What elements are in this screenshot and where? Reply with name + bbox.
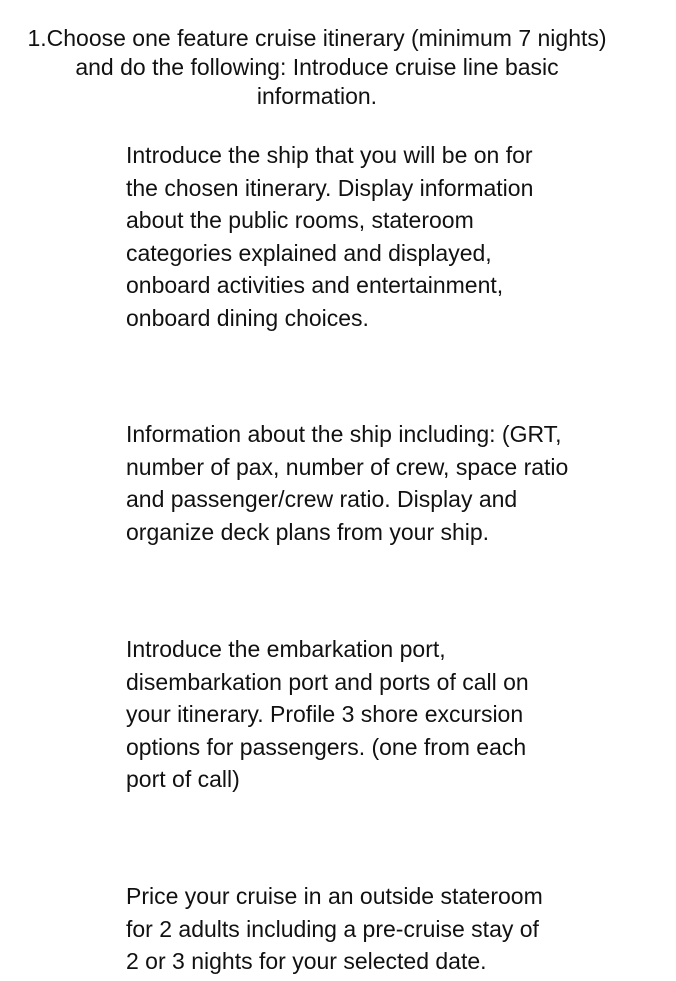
paragraph-line: onboard activities and entertainment, bbox=[126, 272, 504, 298]
paragraph-line: categories explained and displayed, bbox=[126, 239, 492, 266]
paragraph-line: and passenger/crew ratio. Display and bbox=[126, 486, 518, 512]
paragraph-line: organize deck plans from your ship. bbox=[126, 518, 490, 545]
ports-paragraph bbox=[126, 633, 626, 796]
pricing-paragraph bbox=[126, 880, 626, 978]
paragraph-line: port of call) bbox=[126, 766, 240, 792]
paragraph-line: 2 or 3 nights for your selected date. bbox=[126, 948, 487, 974]
heading-line: 1.Choose one feature cruise itinerary (minimum 7 nights) bbox=[27, 25, 607, 51]
paragraph-line: Introduce the embarkation port, bbox=[126, 636, 446, 662]
paragraph-line: options for passengers. (one from each bbox=[126, 733, 527, 760]
paragraph-line: disembarkation port and ports of call on bbox=[126, 668, 529, 695]
heading-line: information. bbox=[256, 83, 378, 109]
paragraph-line: Information about the ship including: (GRT, bbox=[126, 421, 562, 447]
paragraph-line: the chosen itinerary. Display information bbox=[126, 174, 534, 201]
paragraph-line: your itinerary. Profile 3 shore excursion bbox=[126, 701, 524, 727]
paragraph-line: number of pax, number of crew, space ratio bbox=[126, 453, 569, 480]
heading-line: and do the following: Introduce cruise line basic bbox=[75, 54, 559, 80]
paragraph-line: Introduce the ship that you will be on for bbox=[126, 142, 533, 168]
assignment-heading bbox=[0, 24, 634, 111]
ship-information-paragraph bbox=[126, 418, 626, 548]
paragraph-line: onboard dining choices. bbox=[126, 304, 369, 331]
paragraph-line: about the public rooms, stateroom bbox=[126, 207, 474, 233]
ship-introduction-paragraph bbox=[126, 139, 626, 334]
paragraph-line: for 2 adults including a pre-cruise stay of bbox=[126, 915, 539, 942]
paragraph-line: Price your cruise in an outside stateroom bbox=[126, 883, 543, 909]
